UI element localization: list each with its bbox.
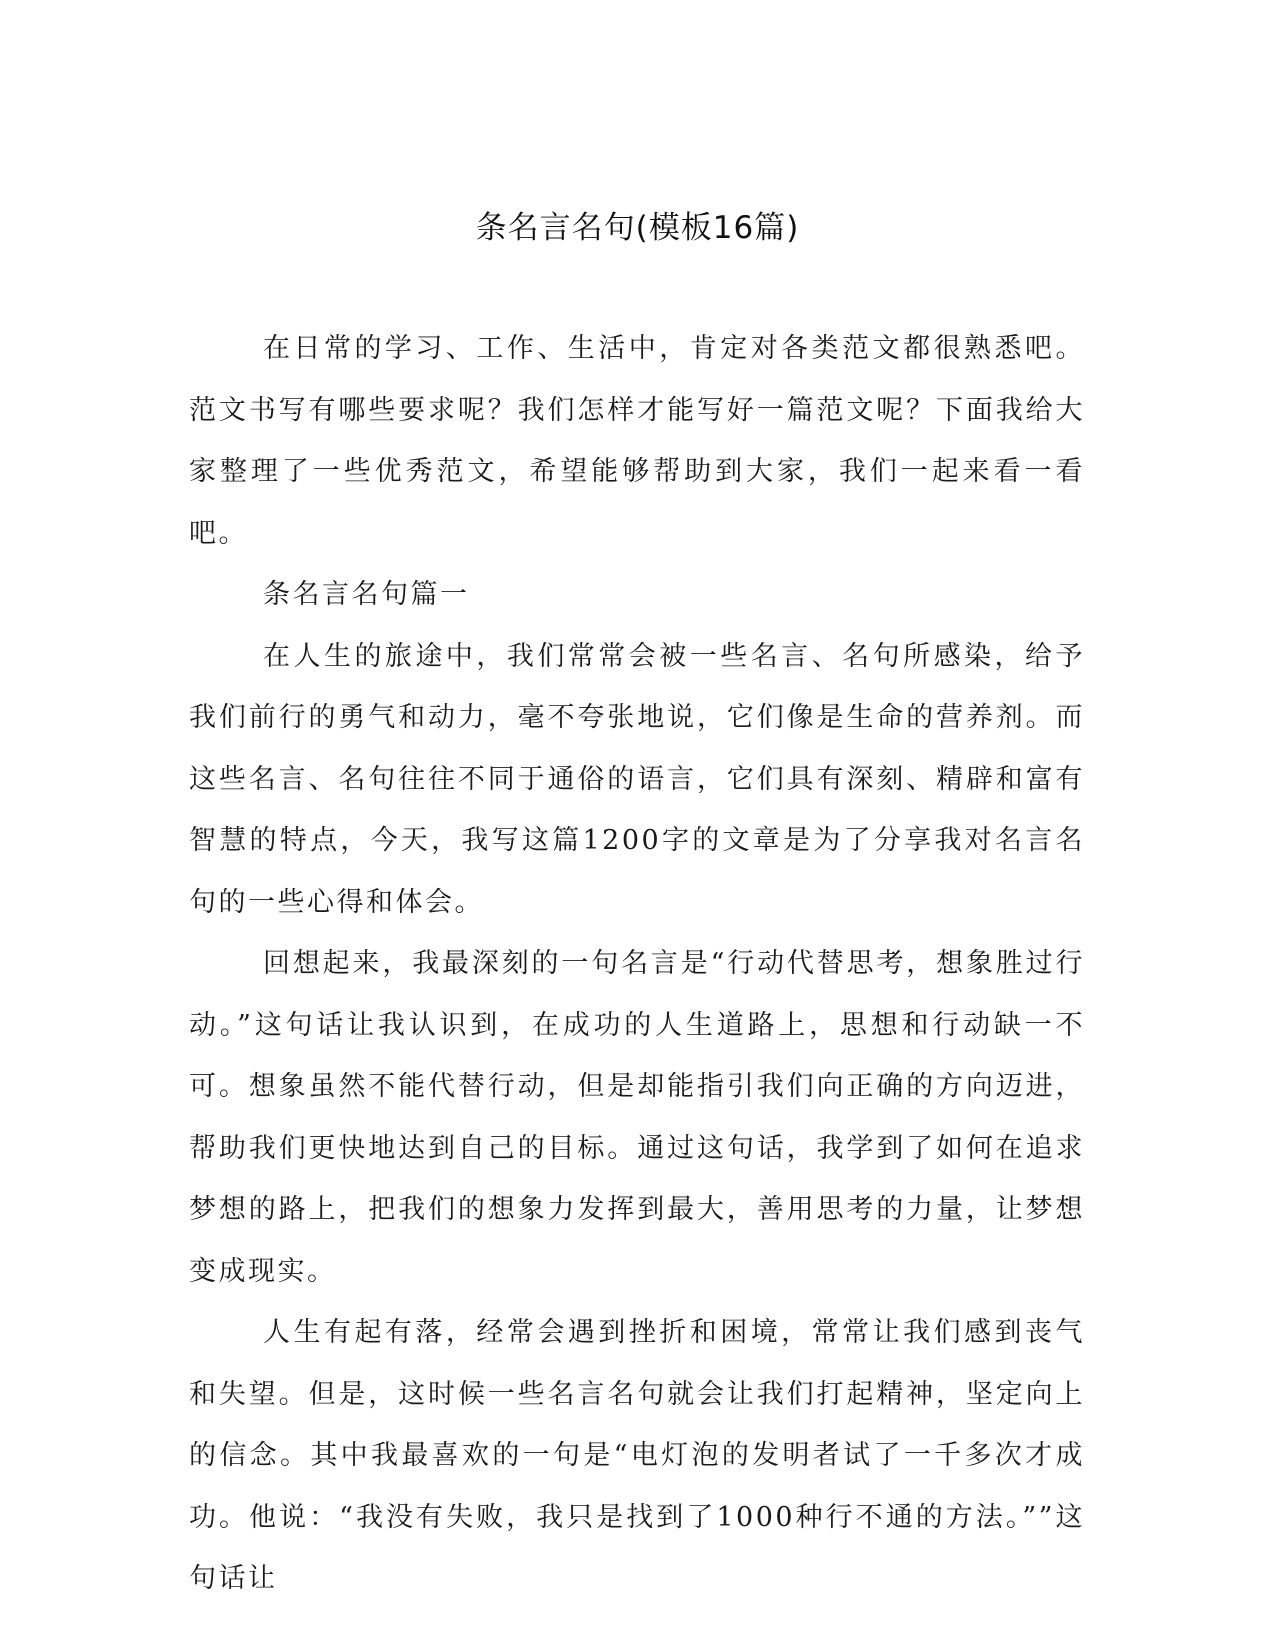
body-paragraph-3: 人生有起有落，经常会遇到挫折和困境，常常让我们感到丧气和失望。但是，这时候一些名言名句就会让我们打起精神，坚定向上的信念。其中我最喜欢的一句是“电灯泡的发明者试了一千多次才成功。他说：“我没有失败，我只是找到了1000种行不通的方法。””这句话让: [189, 1317, 1085, 1594]
section-heading: 条名言名句篇一: [263, 579, 470, 610]
document-body: [189, 318, 1085, 1610]
body-paragraph-1: 在人生的旅途中，我们常常会被一些名言、名句所感染，给予我们前行的勇气和动力，毫不夸张地说，它们像是生命的营养剂。而这些名言、名句往往不同于通俗的语言，它们具有深刻、精辟和富有智慧的特点，今天，我写这篇1200字的文章是为了分享我对名言名句的一些心得和体会。: [189, 640, 1085, 918]
document-title: 条名言名句(模板16篇): [475, 210, 800, 246]
body-paragraph-2: 回想起来，我最深刻的一句名言是“行动代替思考，想象胜过行动。”这句话让我认识到，在成功的人生道路上，思想和行动缺一不可。想象虽然不能代替行动，但是却能指引我们向正确的方向迈进，帮助我们更快地达到自己的目标。通过这句话，我学到了如何在追求梦想的路上，把我们的想象力发挥到最大，善用思考的力量，让梦想变成现实。: [189, 948, 1085, 1287]
intro-paragraph: 在日常的学习、工作、生活中，肯定对各类范文都很熟悉吧。范文书写有哪些要求呢？我们怎样才能写好一篇范文呢？下面我给大家整理了一些优秀范文，希望能够帮助到大家，我们一起来看一看吧。: [189, 333, 1085, 549]
